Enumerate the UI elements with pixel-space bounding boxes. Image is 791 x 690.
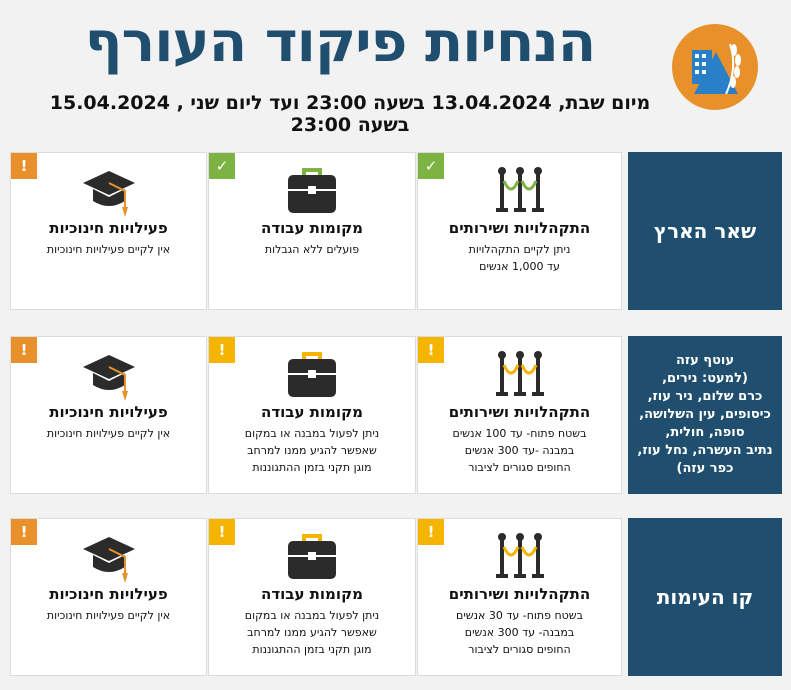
card-text: ניתן לקיים התקהלויות עד 1,000 אנשים (468, 243, 571, 273)
page-title: הנחיות פיקוד העורף (84, 10, 596, 75)
card-text: בשטח פתוח- עד 100 אנשים במבנה -עד 300 אנשים החופים סגורים לציבור (452, 427, 587, 474)
guideline-card (10, 336, 207, 494)
region-row (10, 518, 782, 676)
region-row (10, 152, 782, 310)
briefcase-icon (209, 165, 415, 217)
guideline-card (10, 518, 207, 676)
card-text: פועלים ללא הגבלות (264, 243, 360, 256)
stanchion-icon (418, 165, 621, 217)
briefcase-icon (209, 349, 415, 401)
alert-icon: ! (209, 519, 235, 545)
stanchion-icon (418, 531, 621, 583)
card-title: פעילויות חינוכיות (49, 219, 168, 237)
alert-icon: ! (11, 337, 37, 363)
check-icon: ✓ (418, 153, 444, 179)
card-text: אין לקיים פעילויות חינוכיות (46, 243, 171, 256)
region-label: שאר הארץ (628, 152, 782, 310)
guideline-card (208, 336, 416, 494)
home-front-command-logo (672, 24, 758, 110)
graduation-cap-icon (11, 165, 206, 217)
alert-icon: ! (418, 519, 444, 545)
card-text: אין לקיים פעילויות חינוכיות (46, 609, 171, 622)
card-text: ניתן לפעול במבנה או במקום שאפשר להגיע ממנו למרחב מוגן תקני בזמן ההתגוננות (244, 427, 380, 474)
guideline-card (208, 152, 416, 310)
alert-icon: ! (209, 337, 235, 363)
briefcase-icon (209, 531, 415, 583)
guideline-card (10, 152, 207, 310)
graduation-cap-icon (11, 349, 206, 401)
region-row (10, 336, 782, 494)
guideline-card (417, 336, 622, 494)
card-title: מקומות עבודה (261, 403, 363, 421)
card-title: מקומות עבודה (261, 585, 363, 603)
check-icon: ✓ (209, 153, 235, 179)
card-text: אין לקיים פעילויות חינוכיות (46, 427, 171, 440)
alert-icon: ! (418, 337, 444, 363)
card-title: התקהלויות ושירותים (448, 219, 591, 237)
card-title: התקהלויות ושירותים (448, 403, 591, 421)
region-label: עוטף עזה (למעט: נירים, כרם שלום, ניר עוז, כיסופים, עין השלושה, סופה, חולית, נתיב העשרה, נחל עוז, כפר עזה) (628, 336, 782, 494)
card-text: בשטח פתוח- עד 30 אנשים במבנה- עד 300 אנשים החופים סגורים לציבור (456, 609, 583, 656)
page-subtitle: מיום שבת, 13.04.2024 בשעה 23:00 ועד ליום שני , 15.04.2024 בשעה 23:00 (49, 92, 651, 136)
stanchion-icon (418, 349, 621, 401)
card-title: התקהלויות ושירותים (448, 585, 591, 603)
card-title: פעילויות חינוכיות (49, 585, 168, 603)
card-text: ניתן לפעול במבנה או במקום שאפשר להגיע ממנו למרחב מוגן תקני בזמן ההתגוננות (244, 609, 380, 656)
graduation-cap-icon (11, 531, 206, 583)
region-label: קו העימות (628, 518, 782, 676)
alert-icon: ! (11, 153, 37, 179)
guideline-card (208, 518, 416, 676)
guideline-card (417, 152, 622, 310)
card-title: מקומות עבודה (261, 219, 363, 237)
alert-icon: ! (11, 519, 37, 545)
guideline-card (417, 518, 622, 676)
card-title: פעילויות חינוכיות (49, 403, 168, 421)
